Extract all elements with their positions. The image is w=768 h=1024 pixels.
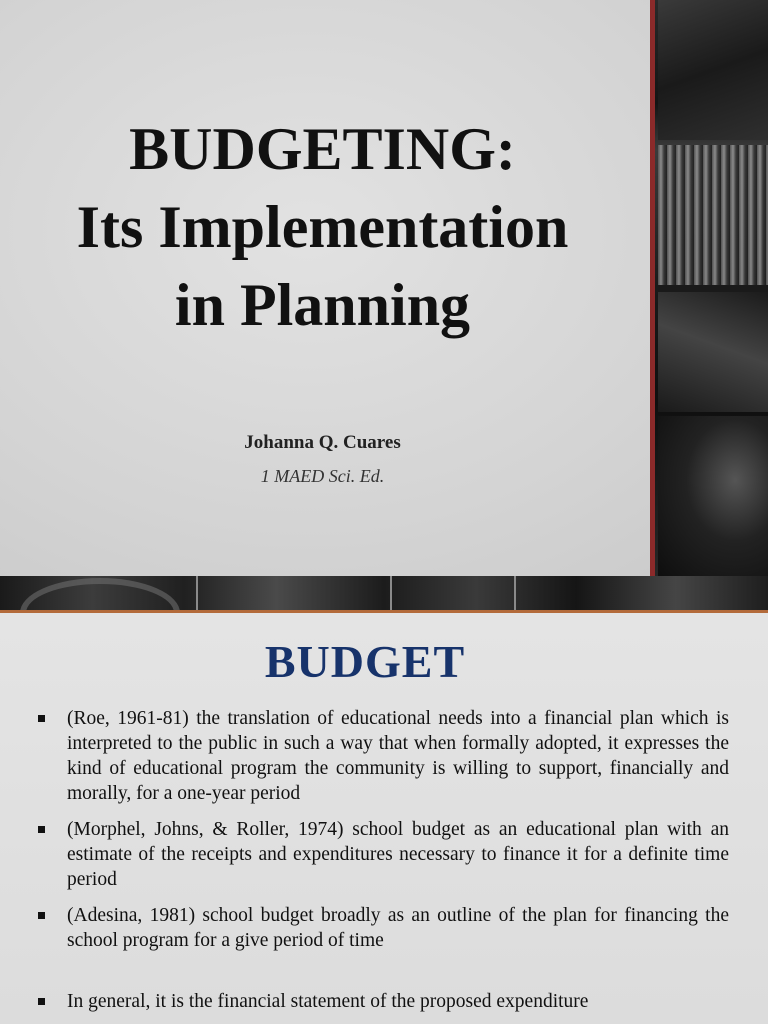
bullet-list	[0, 706, 768, 1014]
title-line: BUDGETING:	[129, 116, 516, 182]
course-label: 1 MAED Sci. Ed.	[260, 466, 385, 486]
slide-title	[0, 110, 645, 344]
budget-slide	[0, 613, 768, 1024]
square-bullet-icon	[38, 912, 45, 919]
slide-divider-strip	[0, 576, 768, 610]
square-bullet-icon	[38, 826, 45, 833]
list-item	[0, 989, 729, 1014]
strip-separator	[390, 576, 392, 610]
list-item	[0, 903, 729, 953]
decor-panel	[658, 292, 768, 412]
list-item	[0, 706, 729, 806]
title-line: Its Implementation	[76, 194, 569, 260]
slide-heading: BUDGET	[264, 636, 466, 687]
bullet-text: In general, it is the financial statement of the proposed expenditure	[67, 991, 589, 1012]
decorative-photo-strip	[650, 0, 768, 576]
bullet-text: (Morphel, Johns, & Roller, 1974) school budget as an educational plan with an estimate of the receipts and expenditures necessary to finance it for a definite time period	[67, 819, 729, 890]
square-bullet-icon	[38, 998, 45, 1005]
bullet-text: (Roe, 1961-81) the translation of educational needs into a financial plan which is interpreted to the public in such a way that when formally adopted, it expresses the kind of educational program the community is willing to support, financially and morally, for a one-year period	[67, 708, 729, 804]
list-item	[0, 817, 729, 892]
bullet-text: (Adesina, 1981) school budget broadly as an outline of the plan for financing the school program for a give period of time	[67, 905, 729, 951]
author-name: Johanna Q. Cuares	[244, 432, 401, 453]
strip-separator	[196, 576, 198, 610]
decor-panel	[658, 416, 768, 576]
square-bullet-icon	[38, 715, 45, 722]
decor-panel	[658, 0, 768, 140]
decor-ribbed-panel	[658, 145, 768, 285]
title-line: in Planning	[174, 272, 471, 338]
red-accent-line	[650, 0, 655, 576]
strip-separator	[514, 576, 516, 610]
